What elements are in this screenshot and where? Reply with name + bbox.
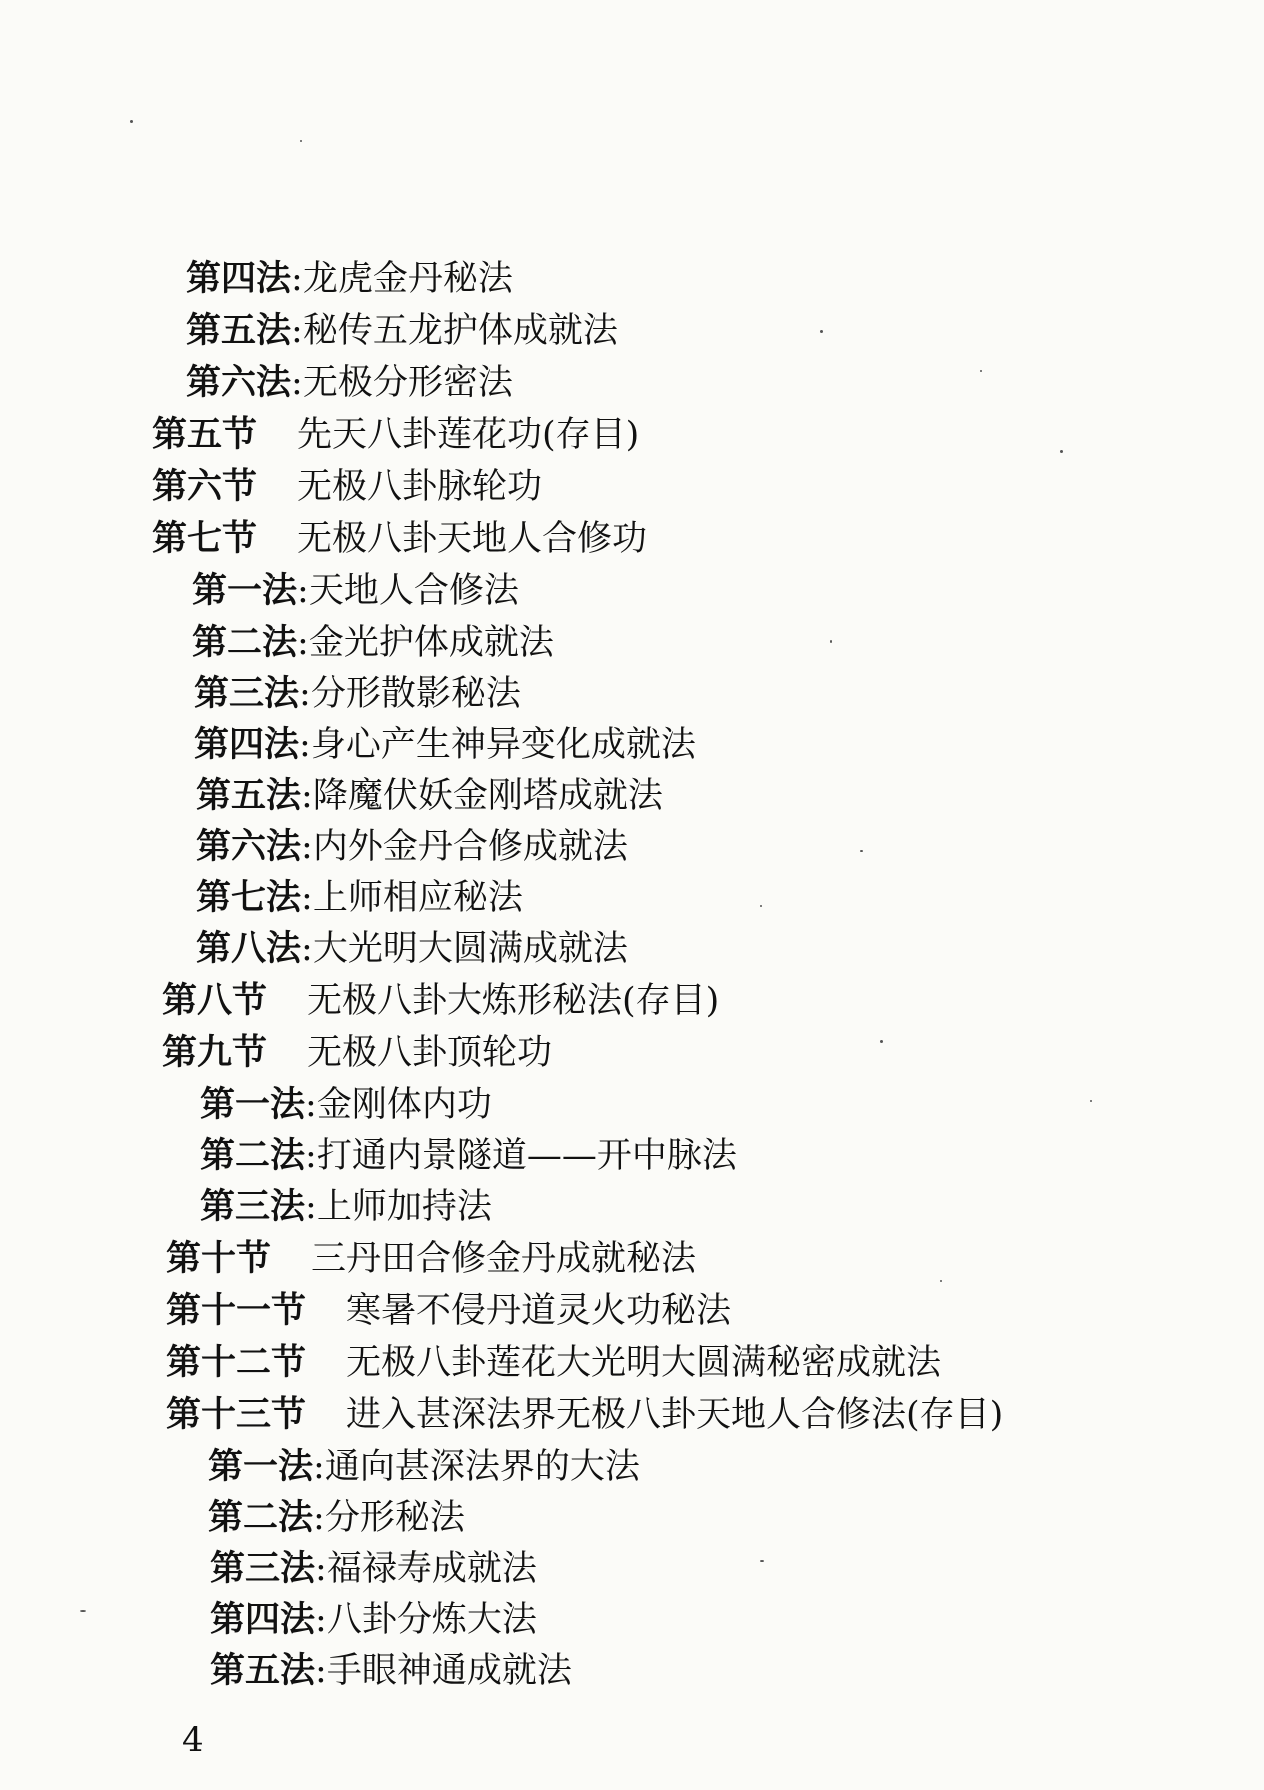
toc-method-entry (210, 1599, 537, 1641)
entry-label: 第四法 (194, 724, 300, 765)
entry-separator: : (313, 1447, 325, 1487)
entry-title: 先天八卦莲花功(存目) (297, 415, 640, 455)
entry-title: 无极分形密法 (302, 363, 513, 403)
toc-section-entry (166, 1394, 1003, 1436)
entry-label: 第一法 (192, 570, 298, 611)
entry-label: 第一法 (200, 1084, 306, 1125)
toc-section-entry (152, 466, 542, 508)
entry-title: 无极八卦天地人合修功 (297, 519, 648, 559)
entry-title: 秘传五龙护体成就法 (302, 311, 618, 351)
scan-speck (820, 330, 823, 333)
toc-method-entry (196, 928, 628, 970)
scan-speck (1090, 1100, 1092, 1102)
scan-speck (860, 850, 863, 852)
page-number: 4 (182, 1720, 204, 1760)
scan-speck (760, 905, 762, 907)
entry-title: 福禄寿成就法 (326, 1549, 537, 1589)
scan-speck (940, 1280, 942, 1282)
toc-method-entry (186, 258, 513, 300)
entry-separator: : (315, 1549, 327, 1589)
entry-label: 第四法 (210, 1599, 316, 1640)
entry-separator: : (315, 1651, 327, 1691)
entry-title: 三丹田合修金丹成就秘法 (311, 1239, 697, 1279)
entry-separator: : (305, 1187, 317, 1227)
toc-section-entry (166, 1290, 731, 1332)
entry-separator: : (301, 929, 313, 969)
scan-speck (980, 370, 982, 372)
toc-section-entry (166, 1238, 696, 1280)
entry-title: 无极八卦顶轮功 (307, 1033, 553, 1073)
entry-title: 寒暑不侵丹道灵火功秘法 (346, 1291, 732, 1331)
toc-method-entry (208, 1446, 640, 1488)
toc-method-entry (194, 673, 521, 715)
toc-method-entry (208, 1497, 465, 1539)
toc-method-entry (192, 570, 519, 612)
entry-title: 身心产生神异变化成就法 (310, 725, 696, 765)
entry-separator: : (291, 311, 303, 351)
entry-title: 大光明大圆满成就法 (312, 929, 628, 969)
entry-separator: : (305, 1085, 317, 1125)
entry-title: 无极八卦莲花大光明大圆满秘密成就法 (346, 1343, 942, 1383)
entry-title: 内外金丹合修成就法 (312, 827, 628, 867)
entry-title: 降魔伏妖金刚塔成就法 (312, 776, 663, 816)
toc-method-entry (196, 877, 523, 919)
scan-speck (880, 1040, 883, 1043)
toc-method-entry (200, 1186, 492, 1228)
entry-separator: : (297, 623, 309, 663)
entry-title: 金光护体成就法 (308, 623, 554, 663)
toc-method-entry (200, 1084, 492, 1126)
toc-section-entry (162, 980, 719, 1022)
toc-section-entry (152, 518, 647, 560)
entry-title: 打通内景隧道——开中脉法 (316, 1136, 737, 1176)
entry-label: 第十一节 (166, 1290, 307, 1331)
entry-separator: : (291, 363, 303, 403)
entry-label: 第十二节 (166, 1342, 307, 1383)
toc-section-entry (166, 1342, 941, 1384)
entry-label: 第九节 (162, 1032, 268, 1073)
scan-speck (80, 1610, 86, 1612)
entry-label: 第三法 (194, 673, 300, 714)
toc-method-entry (186, 362, 513, 404)
toc-method-entry (200, 1135, 737, 1177)
entry-label: 第七节 (152, 518, 258, 559)
scan-speck (760, 1560, 764, 1562)
scan-speck (300, 140, 302, 142)
entry-title: 分形散影秘法 (310, 674, 521, 714)
entry-title: 八卦分炼大法 (326, 1600, 537, 1640)
toc-method-entry (196, 826, 628, 868)
entry-label: 第二法 (192, 622, 298, 663)
entry-label: 第五法 (196, 775, 302, 816)
entry-separator: : (299, 674, 311, 714)
entry-separator: : (301, 776, 313, 816)
entry-title: 分形秘法 (324, 1498, 465, 1538)
entry-label: 第二法 (200, 1135, 306, 1176)
entry-title: 天地人合修法 (308, 571, 519, 611)
entry-title: 手眼神通成就法 (326, 1651, 572, 1691)
entry-label: 第三法 (200, 1186, 306, 1227)
toc-section-entry (152, 414, 639, 456)
entry-separator: : (299, 725, 311, 765)
toc-section-entry (162, 1032, 552, 1074)
entry-label: 第二法 (208, 1497, 314, 1538)
scan-speck (830, 640, 832, 643)
entry-title: 金刚体内功 (316, 1085, 492, 1125)
entry-separator: : (315, 1600, 327, 1640)
toc-method-entry (194, 724, 696, 766)
scan-speck (130, 120, 133, 123)
toc-method-entry (210, 1650, 572, 1692)
entry-title: 上师加持法 (316, 1187, 492, 1227)
entry-title: 无极八卦大炼形秘法(存目) (307, 981, 720, 1021)
entry-label: 第五节 (152, 414, 258, 455)
entry-separator: : (301, 827, 313, 867)
entry-label: 第六法 (196, 826, 302, 867)
scan-speck (1060, 450, 1063, 453)
entry-title: 无极八卦脉轮功 (297, 467, 543, 507)
entry-separator: : (313, 1498, 325, 1538)
entry-label: 第一法 (208, 1446, 314, 1487)
entry-label: 第七法 (196, 877, 302, 918)
entry-label: 第十三节 (166, 1394, 307, 1435)
entry-label: 第十节 (166, 1238, 272, 1279)
entry-label: 第六节 (152, 466, 258, 507)
entry-label: 第八节 (162, 980, 268, 1021)
entry-label: 第六法 (186, 362, 292, 403)
entry-label: 第四法 (186, 258, 292, 299)
toc-method-entry (196, 775, 663, 817)
entry-title: 进入甚深法界无极八卦天地人合修法(存目) (346, 1395, 1004, 1435)
entry-separator: : (301, 878, 313, 918)
entry-separator: : (291, 259, 303, 299)
entry-label: 第五法 (210, 1650, 316, 1691)
entry-separator: : (297, 571, 309, 611)
toc-method-entry (186, 310, 618, 352)
entry-title: 通向甚深法界的大法 (324, 1447, 640, 1487)
entry-title: 上师相应秘法 (312, 878, 523, 918)
entry-separator: : (305, 1136, 317, 1176)
entry-title: 龙虎金丹秘法 (302, 259, 513, 299)
entry-label: 第三法 (210, 1548, 316, 1589)
toc-method-entry (192, 622, 554, 664)
entry-label: 第八法 (196, 928, 302, 969)
toc-method-entry (210, 1548, 537, 1590)
entry-label: 第五法 (186, 310, 292, 351)
